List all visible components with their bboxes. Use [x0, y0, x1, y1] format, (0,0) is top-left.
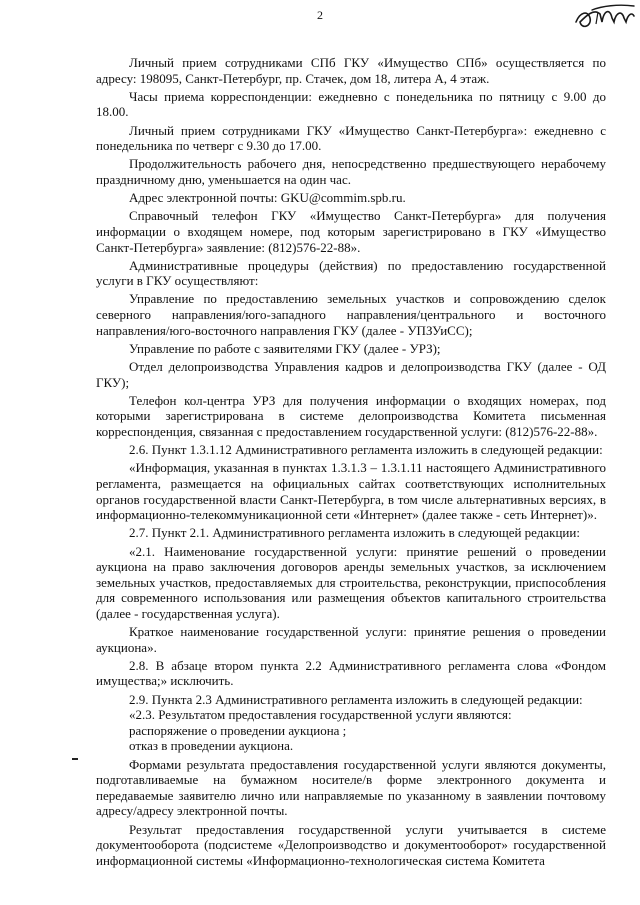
paragraph-result-accounting: Результат предоставления государственной услуги учитывается в системе документооборота (подсистеме «Делопроизводство и документооборот» государственной информационной системы «Информационно-технологическая система Комитета [96, 821, 606, 868]
paragraph-clause-2-7: 2.7. Пункт 2.1. Административного регламента изложить в следующей редакции: [129, 525, 580, 541]
paragraph-holiday-hours: Продолжительность рабочего дня, непосредственно предшествующего нерабочему праздничному дню, уменьшается на один час. [96, 156, 606, 187]
paragraph-records-department: Отдел делопроизводства Управления кадров и делопроизводства ГКУ (далее - ОД ГКУ); [96, 359, 606, 390]
paragraph-information-quote: «Информация, указанная в пунктах 1.3.1.3 – 1.3.1.11 настоящего Административного регламента, размещается на официальных сайтах соответствующих исполнительных органов государственной власти Санкт-Петербурга, в том числе альтернативных версиях, в информационно-телекоммуникационной сети «Интернет» (далее также - сеть Интернет)». [96, 460, 606, 523]
paragraph-call-center: Телефон кол-центра УРЗ для получения информации о входящих номерах, под которыми зарегистрирована в системе делопроизводства Комитета письменная корреспонденция, связанная с предоставлением государственной услуги: (812)576-22-88». [96, 392, 606, 439]
document-body [96, 55, 606, 871]
paragraph-clause-2-6: 2.6. Пункт 1.3.1.12 Административного регламента изложить в следующей редакции: [129, 442, 603, 458]
paragraph-reference-phone: Справочный телефон ГКУ «Имущество Санкт-Петербурга» для получения информации о входящем номере, под которым зарегистрировано в ГКУ «Имущество Санкт-Петербурга» заявление: (812)576-22-88». [96, 208, 606, 255]
page-number: 2 [317, 8, 323, 22]
paragraph-short-name: Краткое наименование государственной услуги: принятие решения о проведении аукциона». [96, 624, 606, 655]
paragraph-service-name: «2.1. Наименование государственной услуги: принятие решений о проведении аукциона на право заключения договоров аренды земельных участков, за исключением земельных участков, предоставляемых для строительства, реконструкции, приспособления для современного использования или размещения объектов капитального строительства (далее - государственная услуга). [96, 543, 606, 621]
paragraph-result-auction-order: распоряжение о проведении аукциона ; [129, 722, 347, 738]
paragraph-reception-address: Личный прием сотрудниками СПб ГКУ «Имущество СПб» осуществляется по адресу: 198095, Санкт-Петербург, пр. Стачек, дом 18, литера А, 4 этаж. [96, 55, 606, 86]
paragraph-applicants-department: Управление по работе с заявителями ГКУ (далее - УРЗ); [129, 340, 441, 356]
paragraph-land-department: Управление по предоставлению земельных участков и сопровождению сделок северного направления/юго-западного направления/центрального и восточного направления/юго-восточного направления ГКУ (далее - УПЗУиСС); [96, 291, 606, 338]
paragraph-email: Адрес электронной почты: GKU@commim.spb.ru. [129, 190, 406, 206]
paragraph-result-refusal: отказ в проведении аукциона. [129, 738, 294, 754]
paragraph-admin-procedures: Административные процедуры (действия) по предоставлению государственной услуги в ГКУ осуществляют: [96, 257, 606, 289]
paragraph-result-forms: Формами результата предоставления государственной услуги являются документы, подготавливаемые на бумажном носителе/в форме электронного документа и передаваемые заявителю лично или направляемые по указанному в заявлении почтовому адресу/адресу электронной почты. [96, 756, 606, 819]
paragraph-clause-2-9: 2.9. Пункта 2.3 Административного регламента изложить в следующей редакции: [129, 691, 583, 707]
paragraph-clause-2-8: 2.8. В абзаце втором пункта 2.2 Административного регламента слова «Фондом имущества;» исключить. [96, 657, 606, 689]
paragraph-correspondence-hours: Часы приема корреспонденции: ежедневно с понедельника по пятницу с 9.00 до 18.00. [96, 88, 606, 120]
handwritten-signature [572, 0, 636, 36]
margin-mark [72, 758, 78, 760]
paragraph-reception-hours: Личный прием сотрудниками ГКУ «Имущество Санкт-Петербурга»: ежедневно с понедельника по четверг с 9.30 до 17.00. [96, 122, 606, 154]
paragraph-result-intro: «2.3. Результатом предоставления государственной услуги являются: [129, 707, 512, 723]
